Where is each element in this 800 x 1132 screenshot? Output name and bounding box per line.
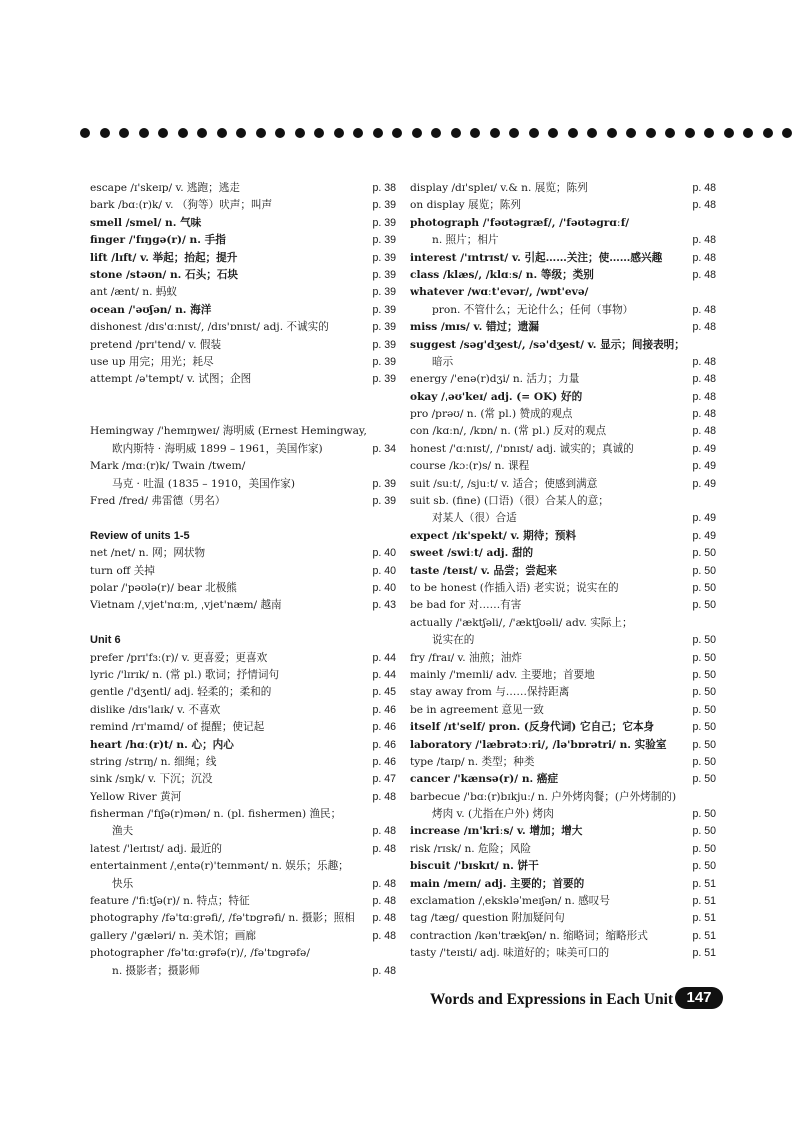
entry-page-ref: p. 50 [692, 599, 716, 612]
entry-page-ref: p. 39 [372, 495, 396, 508]
border-dot [392, 128, 402, 138]
entry-page-ref: p. 48 [692, 251, 716, 264]
entry-text: tasty /'teɪsti/ adj. 味道好的；味美可口的 [410, 947, 610, 960]
entry-page-ref: p. 40 [372, 581, 396, 594]
entry-text: bark /bɑː(r)k/ v. （狗等）吠声；叫声 [90, 199, 273, 212]
entry-page-ref: p. 39 [372, 321, 396, 334]
vocabulary-entry [90, 858, 396, 875]
entry-page-ref: p. 39 [372, 268, 396, 281]
border-dot [646, 128, 656, 138]
vocabulary-entry [410, 197, 716, 214]
left-word-column [90, 180, 396, 980]
border-dot [763, 128, 773, 138]
entry-page-ref: p. 38 [372, 182, 396, 194]
entry-page-ref: p. 39 [372, 477, 396, 490]
entry-page-ref: p. 51 [692, 895, 716, 908]
vocabulary-entry [90, 754, 396, 771]
entry-text: mainly /'meɪnli/ adv. 主要地；首要地 [410, 668, 595, 681]
border-dot [295, 128, 305, 138]
entry-page-ref: p. 48 [372, 912, 396, 925]
entry-page-ref: p. 50 [692, 564, 716, 577]
entry-text: gentle /'dʒentl/ adj. 轻柔的；柔和的 [90, 686, 272, 699]
border-dot [743, 128, 753, 138]
border-dot [490, 128, 500, 138]
entry-page-ref: p. 44 [372, 668, 396, 681]
entry-text: ocean /'əʊʃən/ n. 海洋 [90, 303, 212, 316]
spacer [90, 406, 396, 423]
vocabulary-entry [410, 841, 716, 858]
entry-text: itself /ɪt'self/ pron. (反身代词) 它自己；它本身 [410, 721, 655, 734]
vocabulary-entry [410, 910, 716, 927]
entry-text: suit sb. (fine) (口语)（很）合某人的意； [410, 495, 609, 508]
entry-text: 快乐 [112, 877, 134, 890]
entry-text: sink /sɪŋk/ v. 下沉；沉没 [90, 773, 213, 786]
border-dot [704, 128, 714, 138]
entry-text: increase /ɪn'kriːs/ v. 增加；增大 [410, 825, 583, 838]
entry-page-ref: p. 50 [692, 808, 716, 821]
entry-text: prefer /prɪ'fɜː(r)/ v. 更喜爱；更喜欢 [90, 651, 268, 664]
vocabulary-entry [410, 771, 716, 788]
entry-page-ref: p. 48 [692, 199, 716, 212]
entry-text: display /dɪ'spleɪ/ v.& n. 展览；陈列 [410, 182, 588, 194]
vocabulary-entry [90, 563, 396, 580]
vocabulary-entry [90, 719, 396, 736]
entry-text: fisherman /'fɪʃə(r)mən/ n. (pl. fishermen) 渔民； [90, 808, 342, 821]
vocabulary-entry [90, 963, 396, 980]
entry-text: 烤肉 v. (尤指在户外) 烤肉 [432, 808, 554, 821]
vocabulary-entry [410, 702, 716, 719]
entry-page-ref: p. 48 [372, 790, 396, 803]
border-dot [431, 128, 441, 138]
border-dot [626, 128, 636, 138]
entry-text: honest /'ɑːnɪst/, /'ɒnɪst/ adj. 诚实的；真诚的 [410, 442, 634, 455]
vocabulary-entry [90, 441, 396, 458]
entry-page-ref: p. 48 [372, 877, 396, 890]
entry-text: biscuit /'bɪskɪt/ n. 饼干 [410, 860, 539, 873]
entry-text: cancer /'kænsə(r)/ n. 癌症 [410, 773, 559, 786]
vocabulary-entry [410, 232, 716, 249]
entry-text: tag /tæg/ question 附加疑问句 [410, 912, 565, 925]
spacer [90, 389, 396, 406]
entry-page-ref: p. 50 [692, 842, 716, 855]
entry-page-ref: p. 48 [692, 268, 716, 281]
border-dot [568, 128, 578, 138]
entry-text: on display 展览；陈列 [410, 199, 521, 212]
vocabulary-entry [90, 423, 396, 440]
border-dot [509, 128, 519, 138]
vocabulary-entry [410, 563, 716, 580]
entry-page-ref: p. 39 [372, 251, 396, 264]
border-dot [119, 128, 129, 138]
vocabulary-entry [410, 580, 716, 597]
entry-text: 说实在的 [432, 634, 475, 647]
border-dot [275, 128, 285, 138]
entry-text: ant /ænt/ n. 蚂蚁 [90, 286, 178, 299]
entry-text: Mark /mɑː(r)k/ Twain /tweɪn/ [90, 460, 246, 473]
footer-title: Words and Expressions in Each Unit [430, 991, 674, 1008]
entry-text: 渔夫 [112, 825, 134, 838]
vocabulary-entry [410, 928, 716, 945]
entry-page-ref: p. 39 [372, 355, 396, 368]
vocabulary-entry [90, 650, 396, 667]
border-dot [314, 128, 324, 138]
entry-text: net /net/ n. 网；网状物 [90, 547, 206, 560]
entry-text: smell /smel/ n. 气味 [90, 216, 202, 229]
entry-text: Unit 6 [90, 634, 121, 647]
entry-text: be bad for 对……有害 [410, 599, 522, 612]
vocabulary-entry [90, 789, 396, 806]
entry-text: n. 摄影者；摄影师 [112, 964, 200, 977]
vocabulary-entry [410, 858, 716, 875]
vocabulary-entry [410, 423, 716, 440]
entry-text: course /kɔː(r)s/ n. 课程 [410, 460, 530, 473]
vocabulary-entry [410, 615, 716, 632]
entry-page-ref: p. 39 [372, 234, 396, 247]
entry-text: attempt /ə'tempt/ v. 试图；企图 [90, 373, 252, 386]
entry-page-ref: p. 50 [692, 721, 716, 734]
entry-text: 欧内斯特 · 海明威 1899 – 1961，美国作家) [112, 442, 323, 455]
vocabulary-entry [410, 250, 716, 267]
border-dot [217, 128, 227, 138]
vocabulary-entry [410, 180, 716, 197]
vocabulary-entry [90, 737, 396, 754]
border-dot [139, 128, 149, 138]
entry-page-ref: p. 46 [372, 738, 396, 751]
vocabulary-entry [410, 632, 716, 649]
entry-text: sweet /swiːt/ adj. 甜的 [410, 547, 534, 560]
entry-text: pretend /prɪ'tend/ v. 假装 [90, 338, 222, 351]
entry-text: finger /'fɪŋgə(r)/ n. 手指 [90, 234, 226, 247]
vocabulary-entry [410, 597, 716, 614]
entry-text: class /klæs/, /klɑːs/ n. 等级；类别 [410, 268, 594, 281]
entry-page-ref: p. 48 [692, 390, 716, 403]
entry-text: gallery /'gæləri/ n. 美术馆；画廊 [90, 929, 256, 942]
entry-page-ref: p. 48 [692, 182, 716, 194]
vocabulary-entry [90, 337, 396, 354]
page-footer [430, 988, 712, 1010]
vocabulary-entry [410, 458, 716, 475]
vocabulary-entry [410, 719, 716, 736]
entry-page-ref: p. 39 [372, 338, 396, 351]
entry-text: suggest /səg'dʒest/, /sə'dʒest/ v. 显示；间接表明； [410, 338, 685, 351]
entry-page-ref: p. 48 [372, 964, 396, 977]
border-dot [782, 128, 792, 138]
entry-text: photograph /'fəʊtəgræf/, /'fəʊtəgrɑːf/ [410, 216, 630, 229]
entry-page-ref: p. 50 [692, 651, 716, 664]
vocabulary-entry [90, 945, 396, 962]
vocabulary-entry [410, 493, 716, 510]
border-dot [724, 128, 734, 138]
entry-text: heart /hɑː(r)t/ n. 心；内心 [90, 738, 234, 751]
vocabulary-entry [90, 493, 396, 510]
entry-page-ref: p. 50 [692, 755, 716, 768]
entry-page-ref: p. 50 [692, 825, 716, 838]
entry-page-ref: p. 48 [372, 825, 396, 838]
entry-text: interest /'ɪntrɪst/ v. 引起……关注；使……感兴趣 [410, 251, 663, 264]
entry-page-ref: p. 44 [372, 651, 396, 664]
entry-text: whatever /wɑːt'evər/, /wɒt'evə/ [410, 286, 589, 299]
border-dot [412, 128, 422, 138]
entry-page-ref: p. 48 [692, 425, 716, 438]
entry-text: stone /stəʊn/ n. 石头；石块 [90, 268, 239, 281]
entry-text: lyric /'lɪrɪk/ n. (常 pl.) 歌词；抒情词句 [90, 668, 280, 681]
entry-text: risk /rɪsk/ n. 危险；风险 [410, 842, 532, 855]
border-dot [178, 128, 188, 138]
vocabulary-entry [90, 771, 396, 788]
entry-text: Vietnam /ˌvjet'nɑːm, ˌvjet'næm/ 越南 [90, 599, 282, 612]
vocabulary-entry [90, 215, 396, 232]
vocabulary-entry [410, 371, 716, 388]
border-dot [665, 128, 675, 138]
vocabulary-entry [410, 528, 716, 545]
entry-page-ref: p. 49 [692, 529, 716, 542]
entry-text: 对某人（很）合适 [432, 512, 517, 525]
entry-page-ref: p. 48 [692, 234, 716, 247]
border-dot [529, 128, 539, 138]
border-dot [80, 128, 90, 138]
entry-text: stay away from 与……保持距离 [410, 686, 570, 699]
vocabulary-entry [90, 684, 396, 701]
vocabulary-entry [90, 597, 396, 614]
entry-text: contraction /kən'trækʃən/ n. 缩略词；缩略形式 [410, 929, 648, 942]
entry-page-ref: p. 39 [372, 373, 396, 386]
entry-page-ref: p. 51 [692, 877, 716, 890]
vocabulary-entry [90, 302, 396, 319]
vocabulary-entry [90, 284, 396, 301]
border-dot [685, 128, 695, 138]
entry-page-ref: p. 50 [692, 738, 716, 751]
entry-text: polar /'pəʊlə(r)/ bear 北极熊 [90, 581, 237, 594]
entry-page-ref: p. 34 [372, 442, 396, 455]
vocabulary-entry [410, 441, 716, 458]
vocabulary-entry [90, 876, 396, 893]
vocabulary-entry [90, 910, 396, 927]
entry-text: actually /'æktʃəli/, /'æktʃʊəli/ adv. 实际上； [410, 616, 633, 629]
spacer [90, 510, 396, 527]
entry-text: use up 用完；用光；耗尽 [90, 355, 214, 368]
entry-text: okay /ˌəʊ'keɪ/ adj. (= OK) 好的 [410, 390, 583, 403]
entry-text: energy /'enə(r)dʒi/ n. 活力；力量 [410, 373, 580, 386]
entry-page-ref: p. 49 [692, 512, 716, 525]
entry-text: Review of units 1-5 [90, 529, 190, 542]
border-dot [158, 128, 168, 138]
entry-page-ref: p. 40 [372, 547, 396, 560]
spacer [90, 615, 396, 632]
entry-text: taste /teɪst/ v. 品尝；尝起来 [410, 564, 558, 577]
entry-text: barbecue /'bɑː(r)bɪkjuː/ n. 户外烤肉餐；(户外烤制的) [410, 790, 677, 803]
entry-text: expect /ɪk'spekt/ v. 期待；预料 [410, 529, 577, 542]
entry-page-ref: p. 45 [372, 686, 396, 699]
entry-page-ref: p. 40 [372, 564, 396, 577]
vocabulary-entry [410, 354, 716, 371]
entry-page-ref: p. 50 [692, 773, 716, 786]
vocabulary-entry [90, 806, 396, 823]
entry-text: photographer /fə'tɑːgrəfə(r)/, /fə'tɒgrəfə/ [90, 947, 310, 960]
entry-page-ref: p. 51 [692, 929, 716, 942]
vocabulary-entry [90, 702, 396, 719]
entry-page-ref: p. 46 [372, 755, 396, 768]
entry-page-ref: p. 50 [692, 634, 716, 647]
entry-text: miss /mɪs/ v. 错过；遗漏 [410, 321, 539, 334]
vocabulary-entry [410, 789, 716, 806]
entry-text: remind /rɪ'maɪnd/ of 提醒；使记起 [90, 721, 265, 734]
vocabulary-entry [410, 650, 716, 667]
vocabulary-entry [90, 823, 396, 840]
vocabulary-entry [410, 545, 716, 562]
vocabulary-entry [410, 510, 716, 527]
entry-page-ref: p. 39 [372, 303, 396, 316]
entry-text: fry /fraɪ/ v. 油煎；油炸 [410, 651, 522, 664]
border-dot [373, 128, 383, 138]
entry-text: con /kɑːn/, /kɒn/ n. (常 pl.) 反对的观点 [410, 425, 607, 438]
vocabulary-entry [410, 684, 716, 701]
entry-text: dislike /dɪs'laɪk/ v. 不喜欢 [90, 703, 221, 716]
border-dot [197, 128, 207, 138]
page-number-badge: 147 [675, 987, 723, 1009]
entry-text: 马克 · 吐温 (1835 – 1910，美国作家) [112, 477, 296, 490]
entry-text: n. 照片；相片 [432, 234, 499, 247]
entry-text: string /strɪŋ/ n. 细绳；线 [90, 755, 217, 768]
entry-text: Yellow River 黄河 [90, 790, 182, 803]
entry-page-ref: p. 48 [372, 895, 396, 908]
entry-text: pro /prəʊ/ n. (常 pl.) 赞成的观点 [410, 408, 573, 421]
entry-text: suit /suːt/, /sjuːt/ v. 适合；使感到满意 [410, 477, 598, 490]
entry-page-ref: p. 50 [692, 686, 716, 699]
entry-page-ref: p. 50 [692, 547, 716, 560]
vocabulary-entry [90, 476, 396, 493]
entry-page-ref: p. 48 [692, 321, 716, 334]
border-dot [236, 128, 246, 138]
entry-page-ref: p. 39 [372, 286, 396, 299]
entry-page-ref: p. 39 [372, 199, 396, 212]
entry-page-ref: p. 50 [692, 860, 716, 873]
vocabulary-entry [410, 737, 716, 754]
vocabulary-entry [410, 389, 716, 406]
section-heading [90, 632, 396, 649]
entry-page-ref: p. 49 [692, 442, 716, 455]
entry-text: dishonest /dɪs'ɑːnɪst/, /dɪs'ɒnɪst/ adj. 不诚实的 [90, 321, 329, 334]
entry-text: exclamation /ˌekskləˈmeɪʃən/ n. 感叹号 [410, 895, 610, 908]
entry-text: pron. 不管什么；无论什么；任何（事物） [432, 303, 634, 316]
vocabulary-entry [90, 267, 396, 284]
vocabulary-entry [90, 841, 396, 858]
entry-page-ref: p. 48 [692, 373, 716, 386]
section-heading [90, 528, 396, 545]
right-word-column [410, 180, 716, 963]
vocabulary-entry [410, 893, 716, 910]
entry-text: turn off 关掉 [90, 564, 155, 577]
entry-page-ref: p. 48 [692, 355, 716, 368]
entry-page-ref: p. 48 [372, 929, 396, 942]
vocabulary-entry [410, 215, 716, 232]
vocabulary-entry [90, 354, 396, 371]
entry-text: laboratory /'læbrətɔːri/, /lə'bɒrətri/ n. 实验室 [410, 738, 667, 751]
vocabulary-entry [410, 667, 716, 684]
entry-text: main /meɪn/ adj. 主要的；首要的 [410, 877, 585, 890]
entry-page-ref: p. 39 [372, 216, 396, 229]
vocabulary-entry [410, 806, 716, 823]
border-dot [470, 128, 480, 138]
entry-page-ref: p. 43 [372, 599, 396, 612]
vocabulary-entry [410, 754, 716, 771]
border-dot [451, 128, 461, 138]
entry-page-ref: p. 48 [692, 303, 716, 316]
border-dot [548, 128, 558, 138]
entry-page-ref: p. 47 [372, 773, 396, 786]
vocabulary-entry [410, 284, 716, 301]
entry-page-ref: p. 51 [692, 947, 716, 960]
entry-page-ref: p. 46 [372, 703, 396, 716]
vocabulary-entry [410, 267, 716, 284]
entry-page-ref: p. 46 [372, 721, 396, 734]
entry-page-ref: p. 50 [692, 703, 716, 716]
entry-page-ref: p. 49 [692, 477, 716, 490]
entry-text: escape /ɪ'skeɪp/ v. 逃跑；逃走 [90, 182, 240, 194]
border-dot [256, 128, 266, 138]
vocabulary-entry [410, 876, 716, 893]
vocabulary-entry [410, 337, 716, 354]
entry-text: lift /lɪft/ v. 举起；抬起；提升 [90, 251, 238, 264]
entry-page-ref: p. 50 [692, 581, 716, 594]
border-dot [100, 128, 110, 138]
border-dot [587, 128, 597, 138]
entry-text: to be honest (作插入语) 老实说；说实在的 [410, 581, 619, 594]
vocabulary-entry [90, 180, 396, 197]
vocabulary-entry [410, 302, 716, 319]
vocabulary-entry [90, 928, 396, 945]
vocabulary-entry [410, 319, 716, 336]
vocabulary-entry [90, 319, 396, 336]
vocabulary-entry [90, 232, 396, 249]
entry-text: feature /'fiːtʃə(r)/ n. 特点；特征 [90, 895, 250, 908]
vocabulary-entry [90, 893, 396, 910]
entry-text: Fred /fred/ 弗雷德（男名） [90, 495, 226, 508]
vocabulary-entry [90, 250, 396, 267]
entry-text: 暗示 [432, 355, 454, 368]
entry-text: type /taɪp/ n. 类型；种类 [410, 755, 535, 768]
border-dot [353, 128, 363, 138]
vocabulary-entry [90, 545, 396, 562]
entry-text: entertainment /ˌentə(r)'teɪnmənt/ n. 娱乐；乐趣； [90, 860, 349, 873]
entry-text: be in agreement 意见一致 [410, 703, 544, 716]
vocabulary-entry [90, 667, 396, 684]
vocabulary-entry [410, 823, 716, 840]
entry-text: latest /'leɪtɪst/ adj. 最近的 [90, 842, 222, 855]
border-dot [607, 128, 617, 138]
entry-page-ref: p. 50 [692, 668, 716, 681]
entry-text: Hemingway /'hemɪŋweɪ/ 海明威 (Ernest Hemingway, [90, 425, 367, 438]
entry-page-ref: p. 51 [692, 912, 716, 925]
vocabulary-entry [90, 371, 396, 388]
decorative-dot-border [80, 128, 800, 144]
vocabulary-entry [410, 945, 716, 962]
vocabulary-entry [410, 406, 716, 423]
vocabulary-entry [90, 197, 396, 214]
border-dot [334, 128, 344, 138]
entry-page-ref: p. 48 [692, 408, 716, 421]
entry-page-ref: p. 48 [372, 842, 396, 855]
vocabulary-entry [410, 476, 716, 493]
vocabulary-entry [90, 580, 396, 597]
entry-text: photography /fə'tɑːgrəfi/, /fə'tɒgrəfi/ n. 摄影；照相 [90, 912, 355, 925]
entry-page-ref: p. 49 [692, 460, 716, 473]
vocabulary-entry [90, 458, 396, 475]
